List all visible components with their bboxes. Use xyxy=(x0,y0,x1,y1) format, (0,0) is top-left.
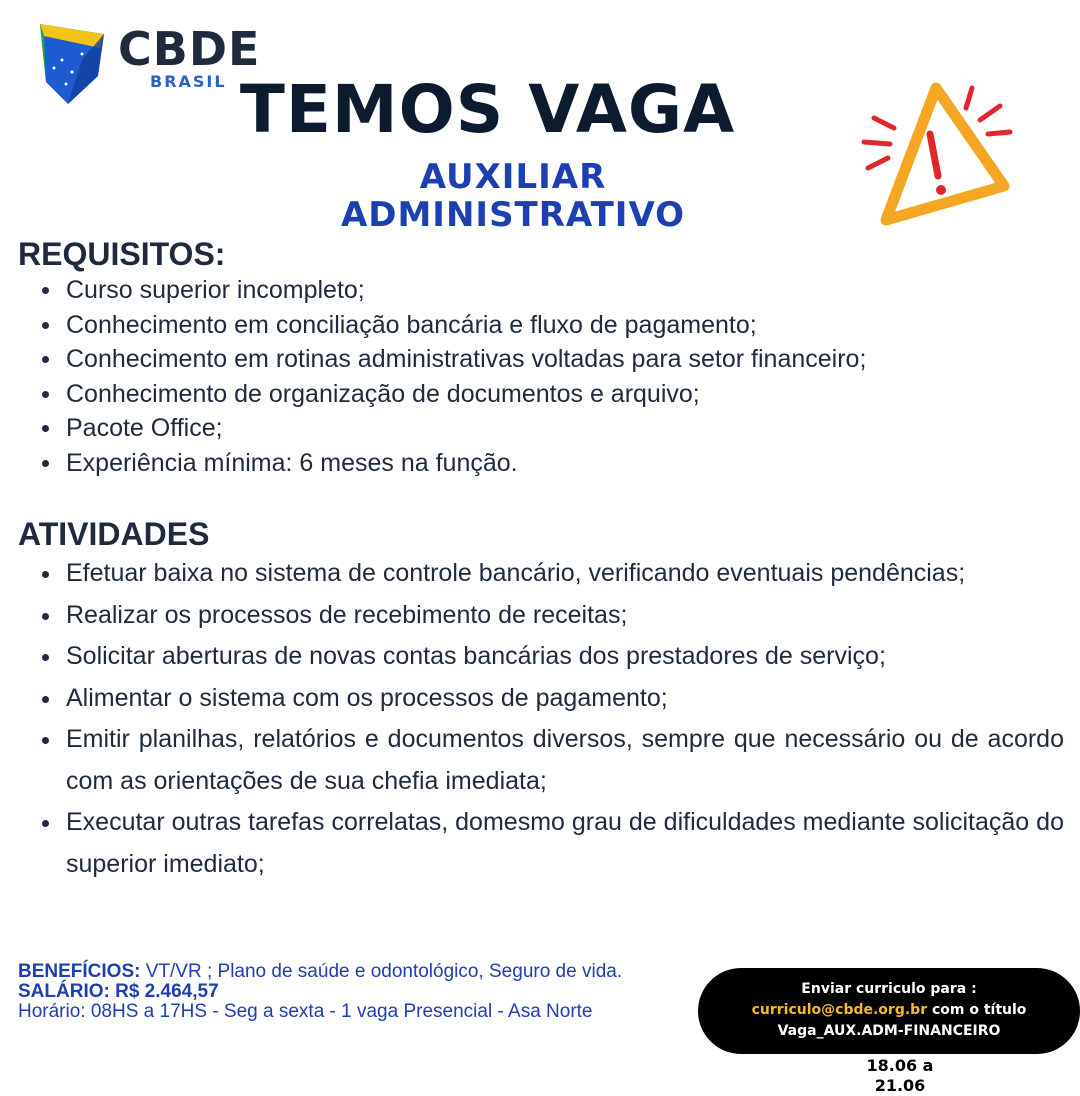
list-item: Experiência mínima: 6 meses na função. xyxy=(18,446,1064,481)
job-title-line1: AUXILIAR xyxy=(419,157,607,197)
beneficios-label: BENEFÍCIOS: xyxy=(18,961,141,982)
list-item: Conhecimento de organização de documentos e arquivo; xyxy=(18,377,1064,412)
cta-line1: Enviar curriculo para : xyxy=(801,981,977,997)
list-item: Executar outras tarefas correlatas, domesmo grau de dificuldades mediante solicitação do superior imediato; xyxy=(18,802,1064,885)
job-title-line2: ADMINISTRATIVO xyxy=(340,195,686,235)
salario-line xyxy=(18,982,718,1002)
atividades-title: ATIVIDADES xyxy=(18,516,210,552)
list-item: Emitir planilhas, relatórios e documentos diversos, sempre que necessário ou de acordo com as orientações de sua chefia imediata; xyxy=(18,719,1064,802)
list-item: Realizar os processos de recebimento de receitas; xyxy=(18,595,1064,637)
list-item: Alimentar o sistema com os processos de pagamento; xyxy=(18,678,1064,720)
atividades-list xyxy=(18,553,1064,885)
list-item: Pacote Office; xyxy=(18,411,1064,446)
application-dates: 18.06 a 21.06 xyxy=(866,1056,934,1095)
warning-triangle-icon xyxy=(858,78,1018,234)
cta-line3: Vaga_AUX.ADM-FINANCEIRO xyxy=(777,1023,1001,1039)
requisitos-list xyxy=(18,273,1064,480)
cta-after-email: com o título xyxy=(927,1002,1027,1018)
salario: SALÁRIO: R$ 2.464,57 xyxy=(18,981,219,1002)
cta-line2 xyxy=(698,1000,1080,1021)
email-link[interactable]: curriculo@cbde.org.br xyxy=(751,1002,928,1018)
list-item: Conhecimento em rotinas administrativas voltadas para setor financeiro; xyxy=(18,342,1064,377)
list-item: Curso superior incompleto; xyxy=(18,273,1064,308)
footer-info xyxy=(18,962,718,1022)
list-item: Solicitar aberturas de novas contas bancárias dos prestadores de serviço; xyxy=(18,636,1064,678)
beneficios-line xyxy=(18,962,718,982)
brand-name: CBDE xyxy=(118,22,261,76)
list-item: Efetuar baixa no sistema de controle bancário, verificando eventuais pendências; xyxy=(18,553,1064,595)
beneficios-value: VT/VR ; Plano de saúde e odontológico, Seguro de vida. xyxy=(140,961,623,982)
list-item: Conhecimento em conciliação bancária e fluxo de pagamento; xyxy=(18,308,1064,343)
brand-sub: BRASIL xyxy=(150,72,227,91)
page-title: TEMOS VAGA xyxy=(239,71,736,148)
requisitos-title: REQUISITOS: xyxy=(18,236,226,272)
horario-line: Horário: 08HS a 17HS - Seg a sexta - 1 vaga Presencial - Asa Norte xyxy=(18,1001,593,1022)
apply-instructions xyxy=(698,968,1080,1054)
